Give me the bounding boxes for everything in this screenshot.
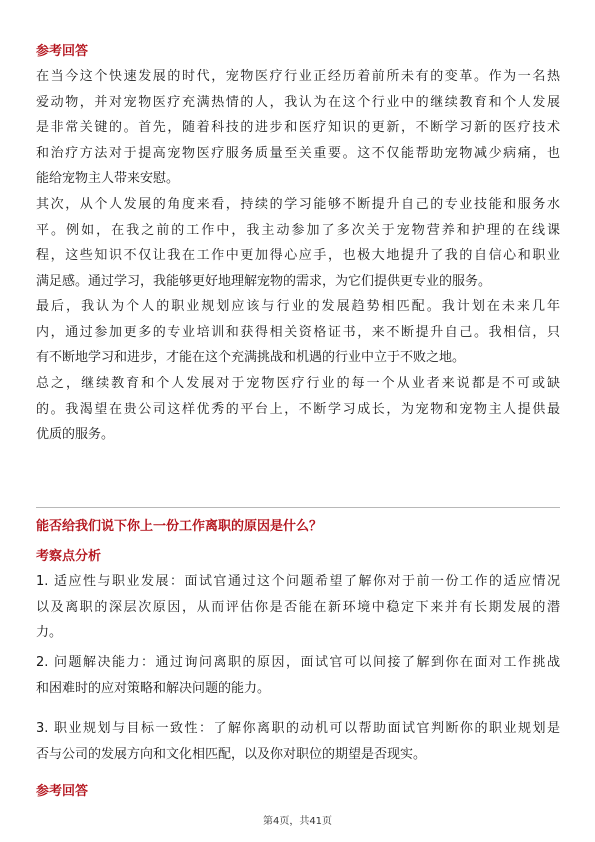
answer-paragraph-3 [36,294,560,371]
text-line: 2. 问题解决能力：通过询问离职的原因，面试官可以间接了解到你在面对工作挑战 [36,655,560,670]
text-line: 3. 职业规划与目标一致性：了解你离职的动机可以帮助面试官判断你的职业规划是 [36,721,560,736]
text-line: 以及离职的深层次原因，从而评估你是否能在新环境中稳定下来并有长期发展的潜 [36,599,560,615]
text-line: 有不断地学习和进步，才能在这个充满挑战和机遇的行业中立于不败之地。 [36,350,466,366]
text-line: 爱动物，并对宠物医疗充满热情的人，我认为在这个行业中的继续教育和个人发展 [36,94,560,110]
analysis-item-1 [36,569,560,646]
answer-heading-2: 参考回答 [36,784,89,799]
text-line: 总之，继续教育和个人发展对于宠物医疗行业的每一个从业者来说都是不可或缺 [36,376,560,391]
text-line: 满足感。通过学习，我能够更好地理解宠物的需求，为它们提供更专业的服务。 [36,273,492,289]
answer-paragraph-2 [36,192,560,294]
answer-heading: 参考回答 [36,44,89,59]
text-line: 1. 适应性与职业发展：面试官通过这个问题希望了解你对于前一份工作的适应情况 [36,574,560,589]
answer-paragraph-1 [36,64,560,192]
analysis-heading: 考察点分析 [36,549,102,564]
text-line: 能给宠物主人带来安慰。 [36,171,180,187]
interview-question: 能否给我们说下你上一份工作离职的原因是什么？ [36,519,323,534]
text-line: 优质的服务。 [36,427,115,443]
answer-paragraph-4 [36,371,560,448]
text-line: 否与公司的发展方向和文化相匹配，以及你对职位的期望是否现实。 [36,746,427,762]
text-line: 和困难时的应对策略和解决问题的能力。 [36,680,271,696]
text-line: 其次，从个人发展的角度来看，持续的学习能够不断提升自己的专业技能和服务水 [36,197,560,212]
text-line: 内，通过参加更多的专业培训和获得相关资格证书，来不断提升自己。我相信，只 [36,324,560,340]
analysis-item-3 [36,716,560,767]
analysis-item-2 [36,650,560,701]
text-line: 和治疗方法对于提高宠物医疗服务质量至关重要。这不仅能帮助宠物减少病痛，也 [36,145,560,161]
page-number: 第4页，共41页 [262,816,333,827]
text-line: 力。 [36,625,63,641]
text-line: 程，这些知识不仅让我在工作中更加得心应手，也极大地提升了我的自信心和职业 [36,248,560,264]
section-divider [36,507,560,508]
text-line: 平。例如，在我之前的工作中，我主动参加了多次关于宠物营养和护理的在线课 [36,222,560,238]
text-line: 在当今这个快速发展的时代，宠物医疗行业正经历着前所未有的变革。作为一名热 [36,69,560,84]
text-line: 是非常关键的。首先，随着科技的进步和医疗知识的更新，不断学习新的医疗技术 [36,120,560,136]
text-line: 的。我渴望在贵公司这样优秀的平台上，不断学习成长，为宠物和宠物主人提供最 [36,401,560,417]
text-line: 最后，我认为个人的职业规划应该与行业的发展趋势相匹配。我计划在未来几年 [36,299,560,314]
